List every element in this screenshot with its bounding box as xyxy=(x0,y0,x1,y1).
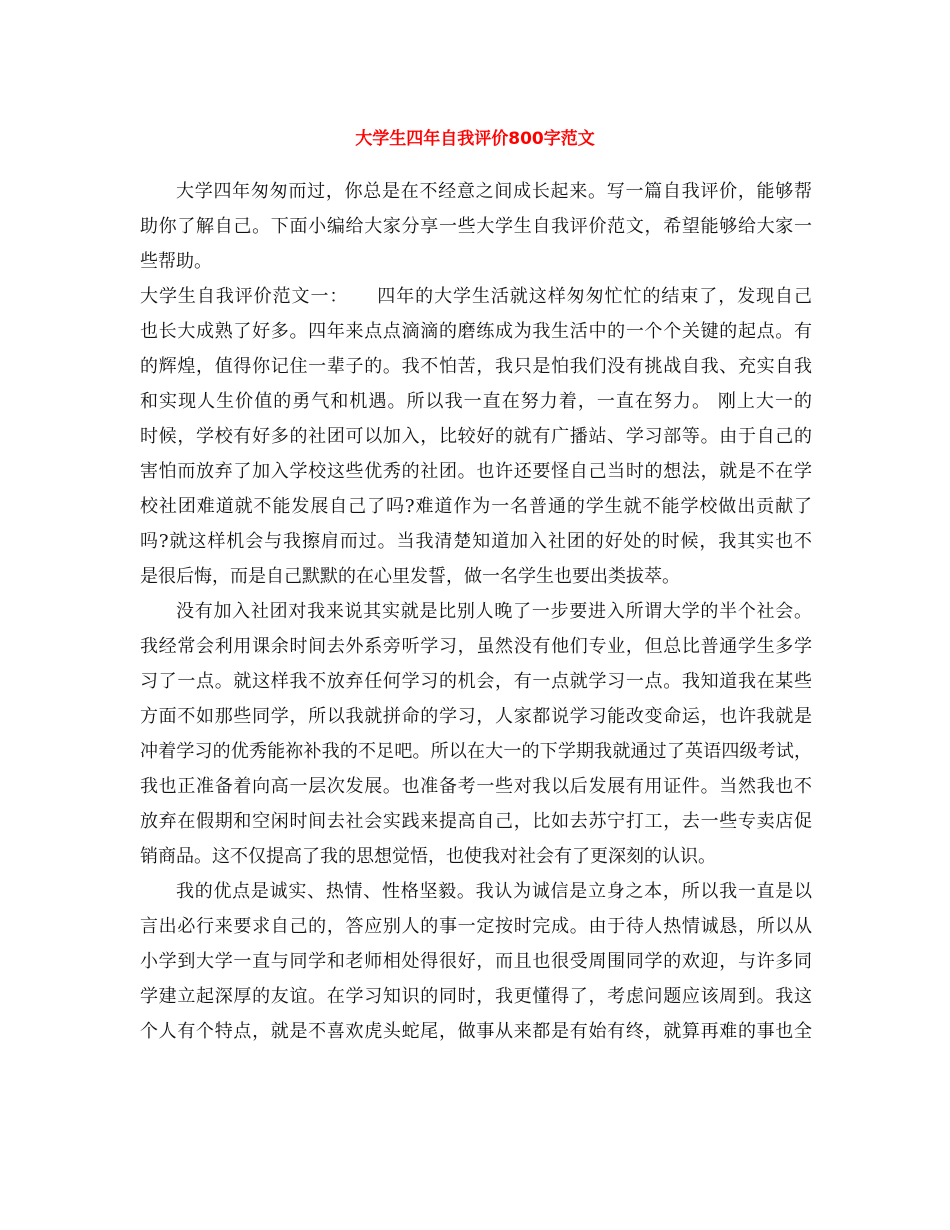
text-line: 是很后悔，而是自己默默的在心里发誓，做一名学生也要出类拔萃。 xyxy=(140,566,680,587)
text-line: 我也正准备着向高一层次发展。也准备考一些对我以后发展有用证件。当然我也不 xyxy=(140,776,812,797)
text-line: 销商品。这不仅提高了我的思想觉悟，也使我对社会有了更深刻的认识。 xyxy=(140,846,716,867)
text-line: 大学生自我评价范文一： 四年的大学生活就这样匆匆忙忙的结束了，发现自己 xyxy=(140,286,812,307)
text-line: 小学到大学一直与同学和老师相处得很好，而且也很受周围同学的欢迎，与许多同 xyxy=(140,951,812,972)
text-line: 些帮助。 xyxy=(140,251,212,272)
text-line: 吗?就这样机会与我擦肩而过。当我清楚知道加入社团的好处的时候，我其实也不 xyxy=(140,531,812,552)
text-line: 个人有个特点，就是不喜欢虎头蛇尾，做事从来都是有始有终，就算再难的事也全 xyxy=(140,1021,812,1042)
text-line: 学建立起深厚的友谊。在学习知识的同时，我更懂得了，考虑问题应该周到。我这 xyxy=(140,986,812,1007)
text-line: 没有加入社团对我来说其实就是比别人晚了一步要进入所谓大学的半个社会。 xyxy=(176,601,812,622)
text-line: 我经常会利用课余时间去外系旁听学习，虽然没有他们专业，但总比普通学生多学 xyxy=(140,636,812,657)
text-line: 助你了解自己。下面小编给大家分享一些大学生自我评价范文，希望能够给大家一 xyxy=(140,216,812,237)
text-line: 方面不如那些同学，所以我就拼命的学习，人家都说学习能改变命运，也许我就是 xyxy=(140,706,812,727)
text-line: 习了一点。就这样我不放弃任何学习的机会，有一点就学习一点。我知道我在某些 xyxy=(140,671,812,692)
text-line: 和实现人生价值的勇气和机遇。所以我一直在努力着，一直在努力。 刚上大一的 xyxy=(140,391,812,412)
text-line: 害怕而放弃了加入学校这些优秀的社团。也许还要怪自己当时的想法，就是不在学 xyxy=(140,461,812,482)
text-line: 冲着学习的优秀能祢补我的不足吧。所以在大一的下学期我就通过了英语四级考试， xyxy=(140,741,812,762)
text-line: 大学四年匆匆而过，你总是在不经意之间成长起来。写一篇自我评价，能够帮 xyxy=(176,181,812,202)
text-line: 也长大成熟了好多。四年来点点滴滴的磨练成为我生活中的一个个关键的起点。有 xyxy=(140,321,812,342)
document-body xyxy=(140,174,812,1049)
text-line: 我的优点是诚实、热情、性格坚毅。我认为诚信是立身之本，所以我一直是以 xyxy=(176,881,812,902)
text-line: 言出必行来要求自己的，答应别人的事一定按时完成。由于待人热情诚恳，所以从 xyxy=(140,916,812,937)
text-line: 校社团难道就不能发展自己了吗?难道作为一名普通的学生就不能学校做出贡献了 xyxy=(140,496,812,517)
text-line: 的辉煌，值得你记住一辈子的。我不怕苦，我只是怕我们没有挑战自我、充实自我 xyxy=(140,356,812,377)
text-line: 放弃在假期和空闲时间去社会实践来提高自己，比如去苏宁打工，去一些专卖店促 xyxy=(140,811,812,832)
page-title: 大学生四年自我评价800字范文 xyxy=(355,129,595,149)
text-line: 时候，学校有好多的社团可以加入，比较好的就有广播站、学习部等。由于自己的 xyxy=(140,426,812,447)
